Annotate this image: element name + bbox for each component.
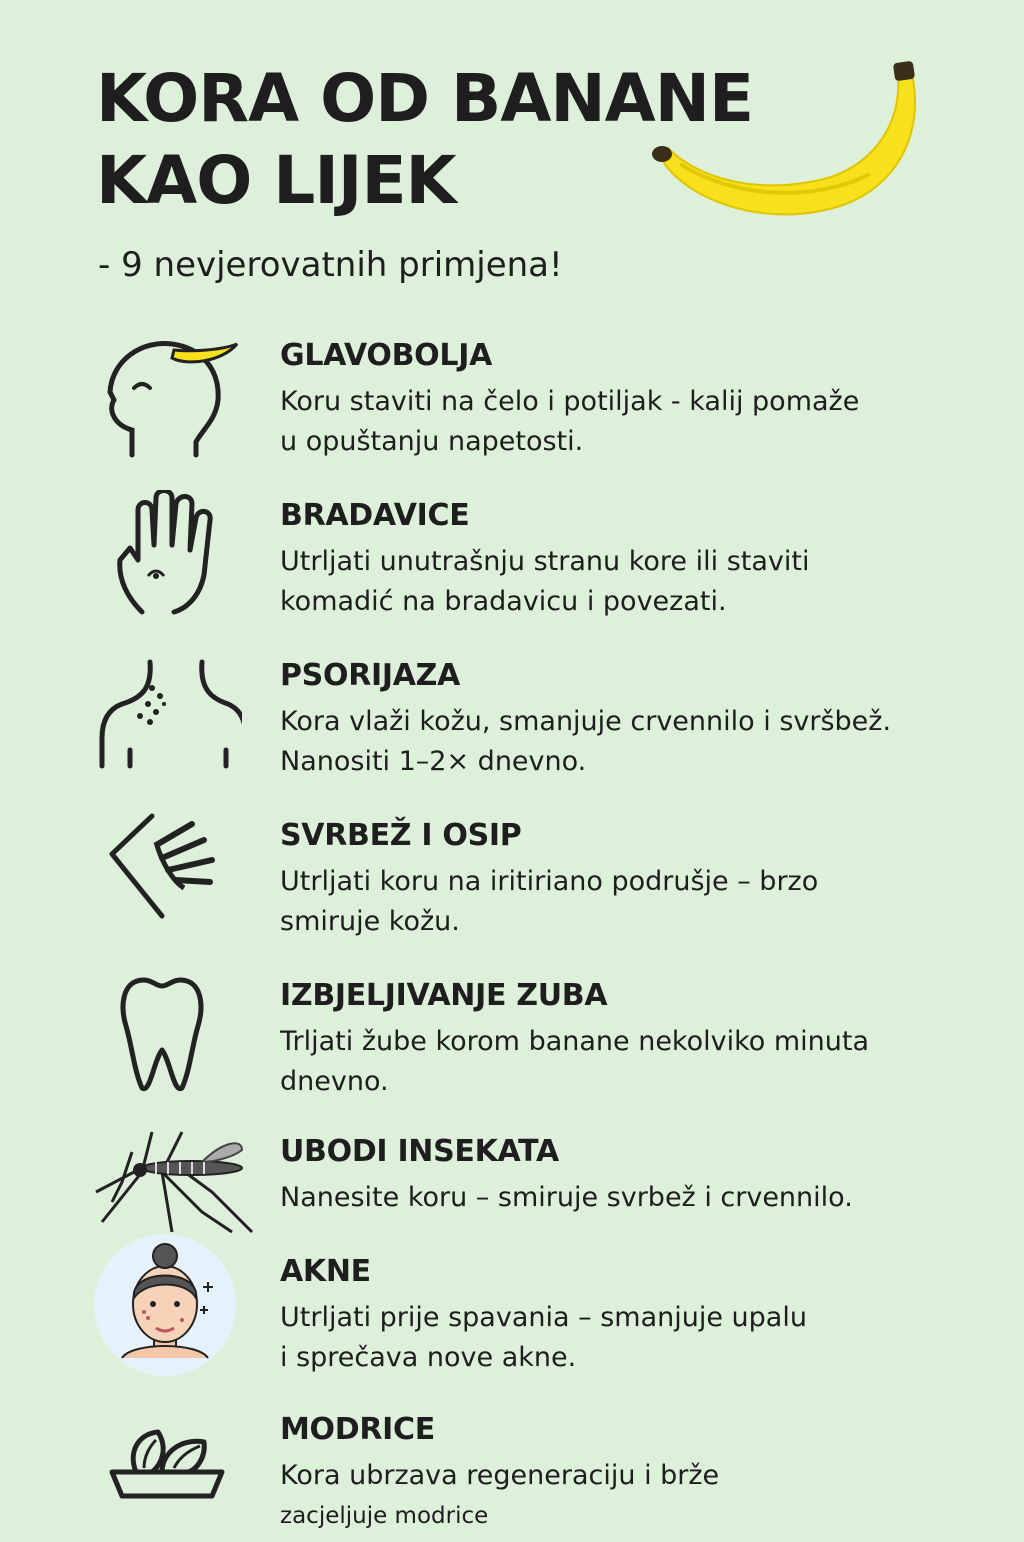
hand-icon <box>92 490 242 620</box>
item-text: Trljati žube korom banane nekolviko minuta dnevno. <box>280 1026 870 1097</box>
bowl-icon <box>92 1412 242 1542</box>
item-heading: PSORIJAZA <box>280 658 461 693</box>
item-text-main: Kora ubrzava regeneraciju i brže <box>280 1460 720 1491</box>
title-line-1: KORA OD BANANE <box>96 60 754 137</box>
head-banana-icon <box>92 330 242 460</box>
item-heading: MODRICE <box>280 1412 435 1447</box>
item-text: Kora vlaži kožu, smanjuje crvennilo i svršbež. Nanositi 1–2× dnevno. <box>280 706 892 777</box>
item-text: Utrljati prije spavania – smanjuje upalu i sprečava nove akne. <box>280 1302 807 1373</box>
item-text: Koru staviti na čelo i potiljak - kalij pomaže u opuštanju napetosti. <box>280 386 860 457</box>
item-heading: UBODI INSEKATA <box>280 1134 559 1169</box>
item-text: Utrljati unutrašnjս stranu kore ili staviti komadić na bradavicu i povezati. <box>280 546 810 617</box>
item-heading: IZBJELJIVANJE ZUBA <box>280 978 608 1013</box>
item-heading: SVRBEŽ I OSIP <box>280 818 522 853</box>
item-text-small: zacjeljuje modrice <box>280 1503 489 1529</box>
banana-icon <box>640 56 930 256</box>
tooth-icon <box>92 970 242 1100</box>
subtitle: - 9 nevjerovatnih primjena! <box>98 245 563 285</box>
shoulders-icon <box>92 658 242 788</box>
face-acne-icon <box>92 1232 238 1378</box>
itch-hand-icon <box>92 804 242 934</box>
item-heading: GLAVOBOLJA <box>280 338 492 373</box>
item-heading: AKNE <box>280 1254 371 1289</box>
item-text: Utrljati koru na iritiriano podrušje – brzo smiruje kožu. <box>280 866 819 937</box>
item-heading: BRADAVICE <box>280 498 470 533</box>
item-text: Nanesite koru – smiruje svrbež i crvennilo. <box>280 1182 853 1213</box>
item-text <box>280 1456 980 1536</box>
title-line-2: KAO LIJEK <box>96 142 456 219</box>
